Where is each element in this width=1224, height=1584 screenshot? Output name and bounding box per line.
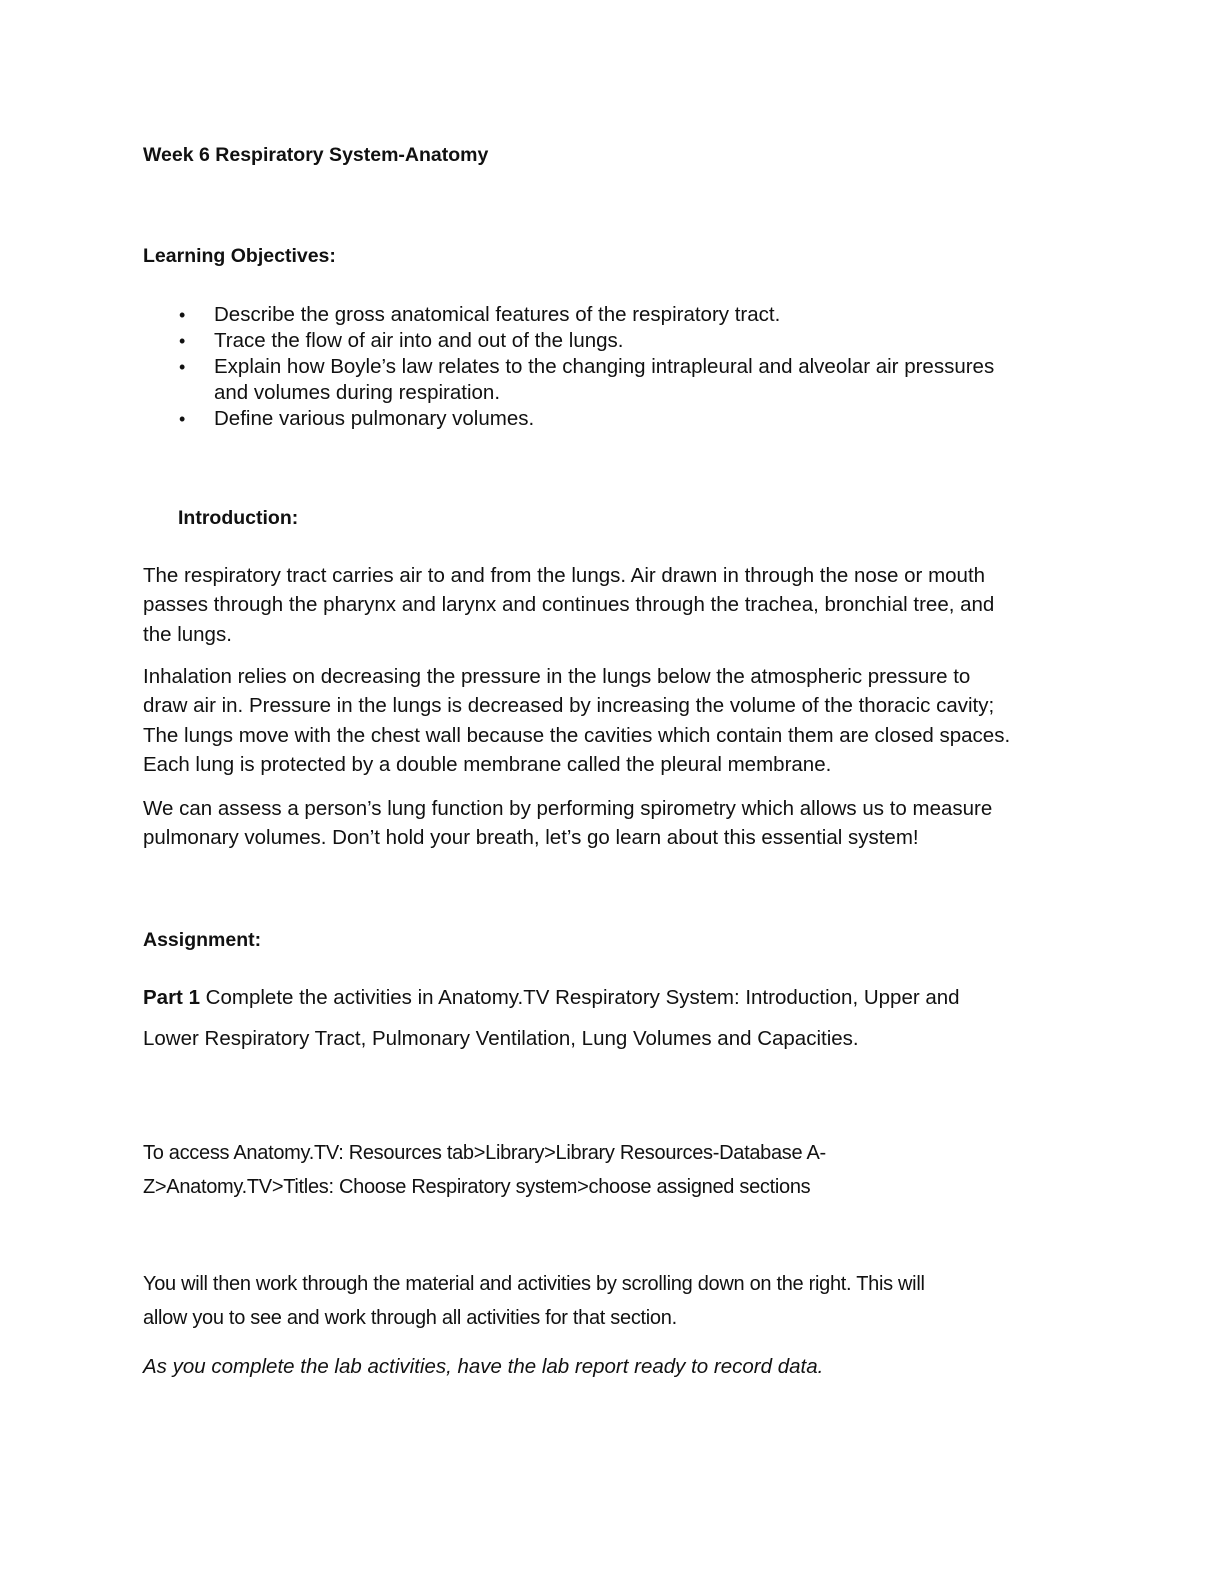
intro-paragraph-3: We can assess a person’s lung function by performing spirometry which allows us to measure pulmonary volumes. Don’t hold your breath, let’s go learn about this essential system! — [143, 797, 993, 850]
bullet-icon: • — [179, 357, 186, 377]
part1-line-1: Part 1 Complete the activities in Anatomy.TV Respiratory System: Introduction, Upper and — [143, 986, 960, 1009]
part1-label: Part 1 — [143, 986, 200, 1009]
access-instructions-line-1: To access Anatomy.TV: Resources tab>Library>Library Resources-Database A- — [143, 1142, 826, 1164]
scroll-instructions-line-2: allow you to see and work through all activities for that section. — [143, 1307, 677, 1329]
intro-paragraph-1: The respiratory tract carries air to and from the lungs. Air drawn in through the nose or mouth passes through the pharynx and larynx and continues through the trachea, bronchial tree, and the lungs. — [143, 564, 995, 646]
learning-objectives-list — [143, 302, 1083, 432]
access-instructions-line-2: Z>Anatomy.TV>Titles: Choose Respiratory system>choose assigned sections — [143, 1176, 811, 1198]
introduction-heading: Introduction: — [178, 507, 299, 529]
part1-line-2: Lower Respiratory Tract, Pulmonary Ventilation, Lung Volumes and Capacities. — [143, 1027, 859, 1050]
list-item: • Define various pulmonary volumes. — [179, 407, 535, 430]
bullet-icon: • — [179, 305, 186, 325]
learning-objectives-heading: Learning Objectives: — [143, 245, 336, 267]
list-item: • Trace the flow of air into and out of the lungs. — [179, 329, 624, 352]
list-item: • Describe the gross anatomical features of the respiratory tract. — [179, 303, 781, 326]
intro-paragraph-2: Inhalation relies on decreasing the pressure in the lungs below the atmospheric pressure to draw air in. Pressure in the lungs is decreased by increasing the volume of the thoracic cavity; The lungs move with the chest wall because the cavities which contain them are closed spaces. Each lung is protected by a double membrane called the pleural membrane. — [143, 665, 1011, 776]
lab-report-note: As you complete the lab activities, have the lab report ready to record data. — [143, 1355, 824, 1378]
assignment-heading: Assignment: — [143, 929, 262, 951]
scroll-instructions-line-1: You will then work through the material and activities by scrolling down on the right. This will — [143, 1273, 925, 1295]
bullet-icon: • — [179, 409, 186, 429]
bullet-icon: • — [179, 331, 186, 351]
page-title: Week 6 Respiratory System-Anatomy — [143, 144, 489, 166]
list-item: • Explain how Boyle’s law relates to the changing intrapleural and alveolar air pressures and volumes during respiration. — [179, 355, 995, 404]
